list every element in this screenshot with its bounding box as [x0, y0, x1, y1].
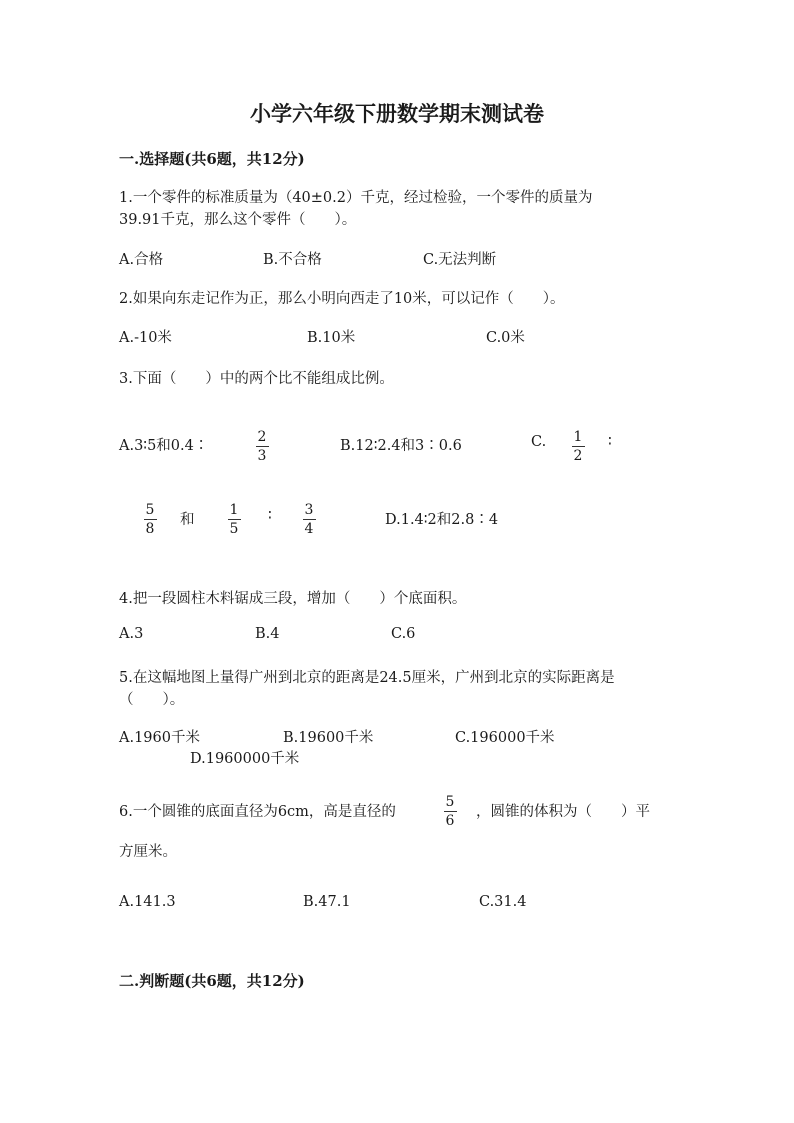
question-3-fraction-c3: [226, 502, 242, 537]
question-6-text-before: 6.一个圆锥的底面直径为6cm，高是直径的: [119, 804, 396, 820]
fraction-numerator: 2: [257, 429, 267, 445]
question-6-option-c: C.31.4: [479, 894, 527, 910]
question-2-option-a: A.-10米: [119, 330, 172, 346]
question-1-line-2: 39.91千克，那么这个零件（ ）。: [119, 212, 357, 228]
question-5-option-c: C.196000千米: [455, 730, 555, 746]
page-title: 小学六年级下册数学期末测试卷: [250, 101, 544, 126]
fraction-bar: [572, 446, 585, 447]
question-1-option-b: B.不合格: [263, 252, 322, 268]
question-3-fraction-c4: [301, 502, 317, 537]
question-2-text: 2.如果向东走记作为正，那么小明向西走了10米，可以记作（ ）。: [119, 291, 565, 307]
section-heading-judgment: 二.判断题(共6题，共12分): [119, 972, 305, 990]
fraction-numerator: 1: [573, 429, 583, 445]
question-4-option-b: B.4: [255, 626, 280, 642]
question-3-option-d: D.1.4∶2和2.8∶4: [385, 512, 499, 528]
fraction-bar: [256, 446, 269, 447]
question-3-fraction-c2: [142, 502, 158, 537]
question-5-option-b: B.19600千米: [283, 730, 374, 746]
question-3-option-a: A.3∶5和0.4∶: [119, 438, 209, 454]
question-3-option-b: B.12∶2.4和3∶0.6: [340, 438, 462, 454]
question-3-option-c-prefix: C.: [531, 434, 547, 450]
fraction-denominator: 3: [257, 448, 267, 464]
question-4-option-c: C.6: [391, 626, 416, 642]
question-2-option-c: C.0米: [486, 330, 525, 346]
question-6-text-after: ，圆锥的体积为（ ）平: [476, 804, 650, 820]
question-1-line-1: 1.一个零件的标准质量为（40±0.2）千克，经过检验，一个零件的质量为: [119, 190, 593, 206]
question-5-option-d: D.1960000千米: [190, 751, 300, 767]
question-2-option-b: B.10米: [307, 330, 356, 346]
question-5-line-2: （ ）。: [119, 692, 185, 708]
question-4-text: 4.把一段圆柱木料锯成三段，增加（ ）个底面积。: [119, 591, 467, 607]
fraction-bar: [228, 519, 241, 520]
ratio-colon: ∶: [608, 434, 612, 450]
ratio-colon: ∶: [268, 508, 272, 524]
fraction-numerator: 1: [229, 502, 239, 518]
question-3-fraction-a: [254, 429, 270, 464]
question-1-option-c: C.无法判断: [423, 252, 497, 268]
question-5-option-a: A.1960千米: [119, 730, 200, 746]
question-3-text: 3.下面（ ）中的两个比不能组成比例。: [119, 371, 394, 387]
fraction-bar: [303, 519, 316, 520]
fraction-bar: [144, 519, 157, 520]
question-6-line-2: 方厘米。: [119, 844, 177, 860]
question-4-option-a: A.3: [119, 626, 144, 642]
fraction-denominator: 5: [229, 521, 239, 537]
fraction-denominator: 8: [145, 521, 155, 537]
question-3-fraction-c1: [570, 429, 586, 464]
fraction-denominator: 4: [304, 521, 314, 537]
fraction-numerator: 5: [145, 502, 155, 518]
fraction-bar: [444, 811, 457, 812]
question-5-line-1: 5.在这幅地图上量得广州到北京的距离是24.5厘米，广州到北京的实际距离是: [119, 670, 615, 686]
fraction-denominator: 2: [573, 448, 583, 464]
conjunction-and: 和: [180, 512, 195, 528]
question-6-option-a: A.141.3: [119, 894, 176, 910]
question-6-fraction: [442, 794, 458, 829]
fraction-denominator: 6: [445, 813, 455, 829]
question-1-option-a: A.合格: [119, 252, 164, 268]
fraction-numerator: 5: [445, 794, 455, 810]
fraction-numerator: 3: [304, 502, 314, 518]
section-heading-choice: 一.选择题(共6题，共12分): [119, 150, 305, 168]
question-6-option-b: B.47.1: [303, 894, 351, 910]
